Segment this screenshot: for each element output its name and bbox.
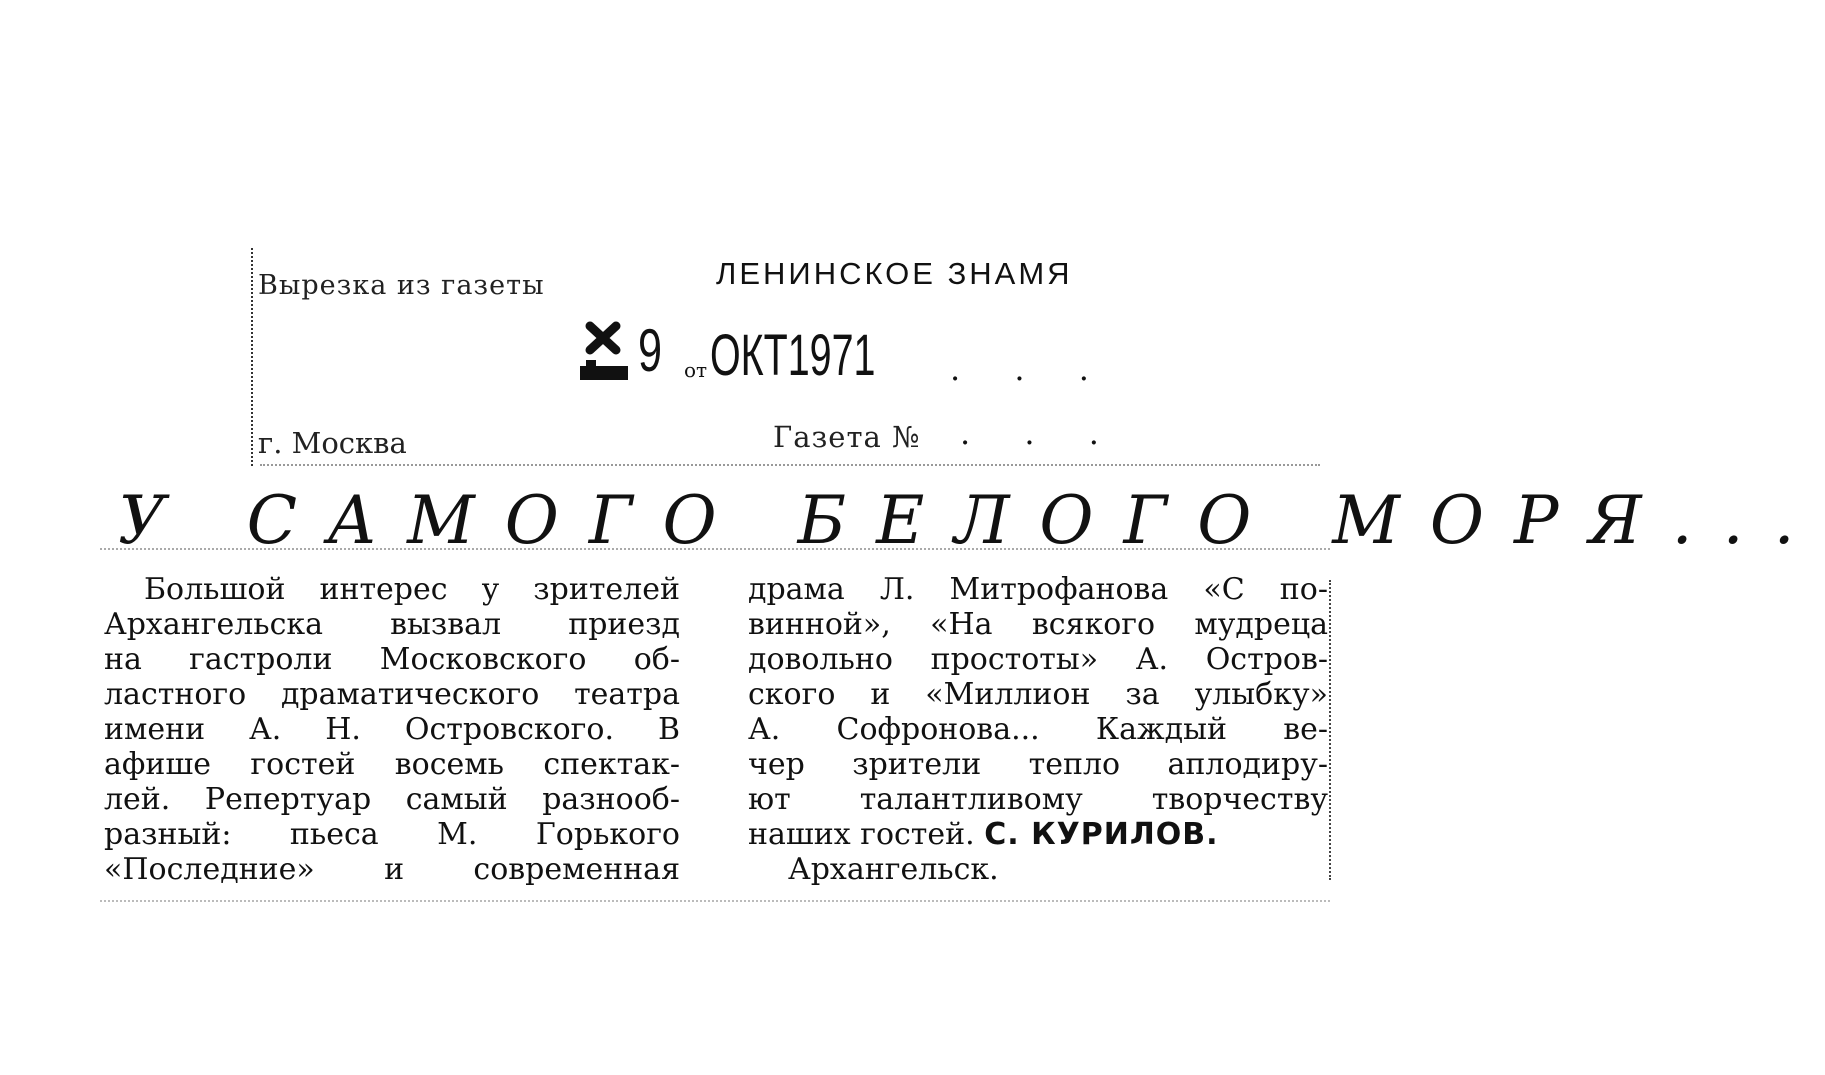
clipping-right-edge: [1329, 580, 1331, 880]
article-line: ластного драматического театра: [104, 677, 680, 712]
author-byline: С. КУРИЛОВ.: [984, 817, 1219, 852]
stamp-cross-icon: [572, 322, 632, 384]
city-label: г. Москва: [258, 426, 407, 460]
article-line: Большой интерес у зрителей: [144, 572, 680, 607]
article-line: чер зрители тепло аплодиру-: [748, 747, 1328, 782]
article-line: довольно простоты» А. Остров-: [748, 642, 1328, 677]
clipping-bottom-edge: [100, 900, 1330, 906]
gazeta-number-label: Газета №: [773, 420, 921, 454]
article-line: драма Л. Митрофанова «С по-: [748, 572, 1328, 607]
stamp-day: 9: [638, 317, 663, 384]
article-line: А. Софронова... Каждый ве-: [748, 712, 1328, 747]
date-dots: . . .: [950, 350, 1111, 388]
article-location: Архангельск.: [788, 852, 999, 887]
article-line-with-byline: [748, 817, 1328, 852]
article-line: ского и «Миллион за улыбку»: [748, 677, 1328, 712]
article-headline: У САМОГО БЕЛОГО МОРЯ...: [118, 482, 1825, 559]
article-line: Архангельска вызвал приезд: [104, 607, 680, 642]
clipping-top-edge: [260, 464, 1320, 474]
article-line: «Последние» и современная: [104, 852, 680, 887]
article-line: винной», «На всякого мудреца: [748, 607, 1328, 642]
stamp-ot-label: от: [684, 358, 708, 382]
stamp-month-year: ОКТ1971: [710, 323, 876, 388]
gazeta-dots: . . .: [960, 414, 1121, 452]
article-line: на гастроли Московского об-: [104, 642, 680, 677]
article-line: афише гостей восемь спектак-: [104, 747, 680, 782]
article-line: имени А. Н. Островского. В: [104, 712, 680, 747]
headline-rule: [100, 548, 1330, 554]
article-line: наших гостей.: [748, 817, 975, 852]
article-line: лей. Репертуар самый разнооб-: [104, 782, 680, 817]
article-line: ют талантливому творчеству: [748, 782, 1328, 817]
article-right-column: [748, 572, 1328, 887]
article-left-column: [104, 572, 680, 887]
newspaper-name: ЛЕНИНСКОЕ ЗНАМЯ: [716, 256, 1073, 291]
article-line: разный: пьеса М. Горького: [104, 817, 680, 852]
stamp-margin-line: [251, 248, 253, 466]
cutout-label: Вырезка из газеты: [258, 270, 545, 301]
